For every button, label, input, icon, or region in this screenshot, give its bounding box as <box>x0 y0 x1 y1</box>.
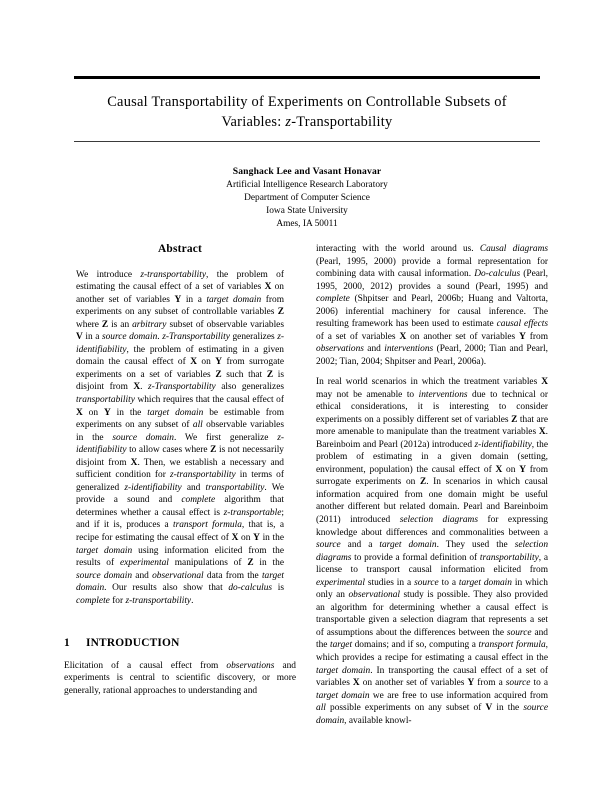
title-line-2-prefix: Variables: <box>221 114 286 130</box>
paper-title <box>74 92 540 132</box>
column-right <box>316 243 548 727</box>
intro-paragraph-part-2: interacting with the world around us. Causal diagrams (Pearl, 1995, 2000) provide a formal representation for combining data with causal information. Do-calculus (Pearl, 1995, 2000, 2012) provides a sound (Pearl, 1995) and complete (Shpitser and Pearl, 2006b; Huang and Valtorta, 2006) inferential machinery for causal inference. The resulting framework has been used to estimate causal effects of a set of variables X on another set of variables Y from observations and interventions (Pearl, 2000; Tian and Pearl, 2002; Tian, 2004; Shpitser and Pearl, 2006a). <box>316 244 549 367</box>
title-line-2-suffix: -Transportability <box>291 114 393 130</box>
title-line-1: Causal Transportability of Experiments on Controllable Subsets of <box>107 94 507 110</box>
section-heading-introduction <box>64 637 296 650</box>
abstract-body <box>76 269 284 608</box>
section-number: 1 <box>64 637 70 650</box>
abstract-heading: Abstract <box>158 243 202 255</box>
affiliation-line-4: Ames, IA 50011 <box>276 219 338 230</box>
affiliation-line-1: Artificial Intelligence Research Laboratory <box>226 179 388 190</box>
header-rule-thin <box>74 141 540 142</box>
author-names: Sanghack Lee and Vasant Honavar <box>232 166 382 177</box>
intro-paragraph-2: In real world scenarios in which the treatment variables X may not be amenable to interventions due to technical or ethical considerations, it is interesting to consider experiments on a possibly different set of variables Z that are more amenable to manipulate than the treatment variables X. Bareinboim and Pearl (2012a) introduced z-identifiability, the problem of estimating in a given domain (setting, environment, population) the causal effect of X on Y from surrogate experiments on Z. In scenarios in which causal information acquired from one domain might be useful another different but related domain. Pearl and Bareinboim (2011) introduced selection diagrams for expressing knowledge about differences and commonalities between a source and a target domain. They used the selection diagrams to provide a formal definition of transportability, a license to transport causal information elicited from experimental studies in a source to a target domain in which only an observational study is possible. They also provided an algorithm for determining whether a causal effect is transportable given a selection diagram that represents a set of assumptions about the differences between the source and the target domains; and if so, computing a transport formula, which provides a recipe for estimating a causal effect in the target domain. In transporting the causal effect of a set of variables X on another set of variables Y from a source to a target domain we are free to use information acquired from all possible experiments on any subset of V in the source domain, available knowl- <box>316 376 549 726</box>
author-block <box>74 165 540 231</box>
header-rule-thick <box>74 76 540 79</box>
title-line-2-italic-z: z <box>285 114 292 130</box>
abstract-paragraph: We introduce z-transportability, the problem of estimating the causal effect of a set of variables X on another set of variables Y in a target domain from experiments on any subset of controllable variables Z where Z is an arbitrary subset of observable variables V in a source domain. z-Transportability generalizes z-identifiability, the problem of estimating in a given domain the causal effect of X on Y from surrogate experiments on a set of variables Z such that Z is disjoint from X. z-Transportability also generalizes transportability which requires that the causal effect of X on Y in the target domain be estimable from experiments on any subset of all observable variables in the source domain. We first generalize z-identifiability to allow cases where Z is not necessarily disjoint from X. Then, we establish a necessary and sufficient condition for z-transportability in terms of generalized z-identifiability and transportability. We provide a sound and complete algorithm that determines whether a causal effect is z-transportable; and if it is, produces a transport formula, that is, a recipe for estimating the causal effect of X on Y in the target domain using information elicited from the results of experimental manipulations of Z in the source domain and observational data from the target domain. Our results also show that do-calculus is complete for z-transportability. <box>76 269 285 606</box>
column-left <box>64 243 296 698</box>
affiliation-line-2: Department of Computer Science <box>244 192 370 203</box>
intro-paragraph-part-1: Elicitation of a causal effect from observations and experiments is central to scientific discovery, or more generally, rational approaches to understanding and <box>64 660 296 696</box>
affiliation-line-3: Iowa State University <box>266 205 348 216</box>
section-title: INTRODUCTION <box>86 637 180 650</box>
title-line-2 <box>74 112 540 132</box>
